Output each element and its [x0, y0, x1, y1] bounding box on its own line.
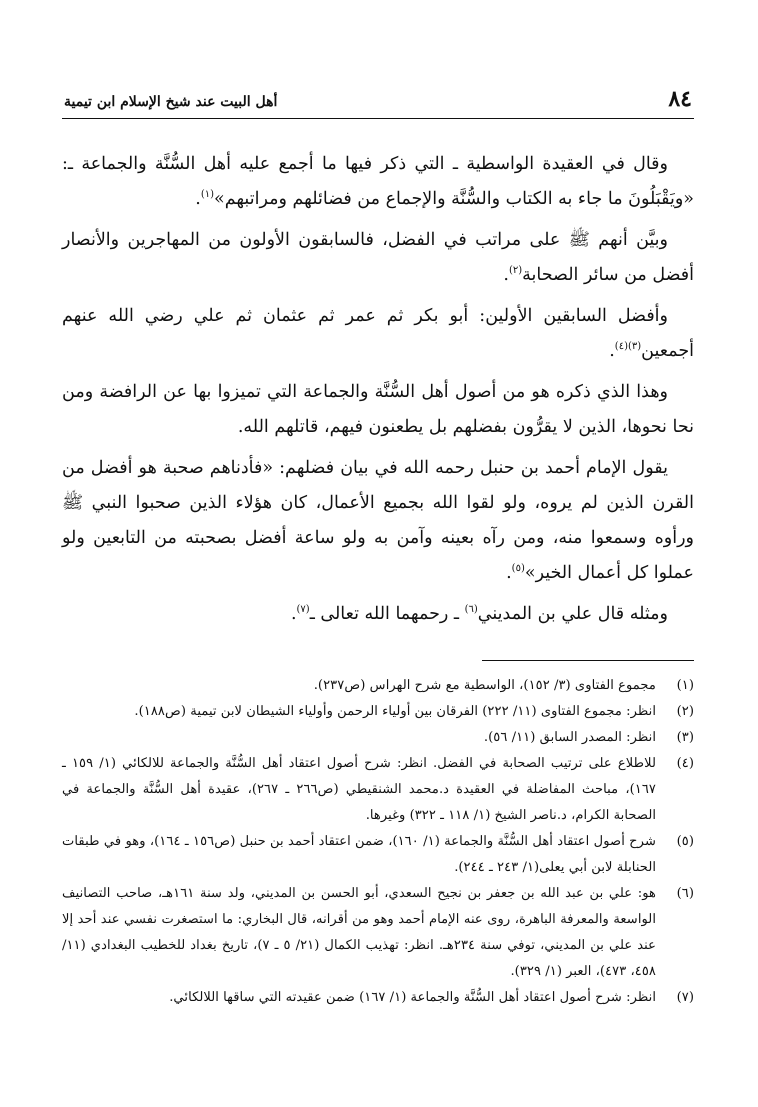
- footnotes: [62, 673, 694, 1011]
- footnote-number: (٥): [676, 834, 694, 849]
- footnote-separator: [482, 660, 694, 661]
- footnote-text: هو: علي بن عبد الله بن جعفر بن نجيح السعدي، أبو الحسن بن المديني، ولد سنة ١٦١هـ، صاحب التصانيف الواسعة والمعرفة الباهرة، روى عنه الإمام أحمد وهو من أقرانه، قال البخاري: ما استصغرت نفسي عند أحد إلا عند علي بن المديني، توفي سنة ٢٣٤هـ. انظر: تهذيب الكمال (٢١/ ٥ ـ ٧)، تاريخ بغداد للخطيب البغدادي (١١/ ٤٥٨، ٤٧٣)، العبر (١/ ٣٢٩).: [62, 886, 656, 979]
- running-title: أهل البيت عند شيخ الإسلام ابن تيمية: [64, 94, 278, 110]
- footnote-ref[interactable]: (١): [200, 189, 215, 201]
- paragraph: وهذا الذي ذكره هو من أصول أهل السُّنَّة والجماعة التي تميزوا بها عن الرافضة ومن نحا نحوها، الذين لا يقرُّون بفضلهم بل يطعنون فيهم، قاتلهم الله.: [62, 382, 694, 437]
- footnote-number: (٦): [676, 886, 694, 901]
- footnote-text: للاطلاع على ترتيب الصحابة في الفضل. انظر: شرح أصول اعتقاد أهل السُّنَّة والجماعة للالكائي (١/ ١٥٩ ـ ١٦٧)، مباحث المفاضلة في العقيدة د.محمد الشنقيطي (ص٢٦٦ ـ ٢٦٧)، عقيدة أهل السُّنَّة والجماعة في الصحابة الكرام، د.ناصر الشيخ (١/ ١١٨ ـ ٣٢٢) وغيرها.: [62, 756, 657, 823]
- footnote-ref[interactable]: (٧): [296, 604, 310, 616]
- main-text: [62, 147, 694, 632]
- footnote-text: مجموع الفتاوى (٣/ ١٥٢)، الواسطية مع شرح الهراس (ص٢٣٧).: [313, 678, 656, 693]
- footnote: [62, 673, 694, 699]
- footnote-text: شرح أصول اعتقاد أهل السُّنَّة والجماعة (١/ ١٦٠)، ضمن اعتقاد أحمد بن حنبل (ص١٥٦ ـ ١٦٤)، وهو في طبقات الحنابلة لابن أبي يعلى(١/ ٢٤٣ ـ ٢٤٤).: [62, 834, 656, 875]
- footnote-number: (٣): [676, 730, 694, 745]
- paragraph: يقول الإمام أحمد بن حنبل رحمه الله في بيان فضلهم: «فأدناهم صحبة هو أفضل من القرن الذين لم يروه، ولو لقوا الله بجميع الأعمال، كان هؤلاء الذين صحبوا النبي ﷺ ورأوه وسمعوا منه، ومن رآه بعينه وآمن به ولو ساعة أفضل بصحبته من التابعين ولو عملوا كل أعمال الخير»$^{(٥)}$.: [62, 458, 694, 583]
- footnote-number: (١): [676, 678, 694, 693]
- footnote-ref[interactable]: (٥): [511, 563, 525, 575]
- footnote-ref[interactable]: (٣)(٤): [614, 341, 642, 353]
- book-page: [62, 86, 694, 1011]
- page-header: [62, 86, 694, 119]
- footnote-text: انظر: مجموع الفتاوى (١١/ ٢٢٢) الفرقان بين أولياء الرحمن وأولياء الشيطان لابن تيمية (ص١٨٨).: [134, 704, 656, 719]
- footnote-number: (٧): [676, 990, 694, 1005]
- footnote: [62, 881, 694, 985]
- footnote-ref[interactable]: (٦): [464, 604, 478, 616]
- page-number: ٨٤: [668, 86, 692, 112]
- footnote-number: (٢): [676, 704, 694, 719]
- paragraph: وقال في العقيدة الواسطية ـ التي ذكر فيها ما أجمع عليه أهل السُّنَّة والجماعة ـ: «ويَقْبَلُونَ ما جاء به الكتاب والسُّنَّة والإجماع من فضائلهم ومراتبهم»$^{(١)}$.: [62, 154, 694, 209]
- footnote: [62, 829, 694, 881]
- footnote: [62, 699, 694, 725]
- paragraph: وبيَّن أنهم ﷺ على مراتب في الفضل، فالسابقون الأولون من المهاجرين والأنصار أفضل من سائر الصحابة$^{(٢)}$.: [62, 230, 694, 285]
- footnote: [62, 751, 694, 829]
- paragraph: ومثله قال علي بن المديني$^{(٦)}$ ـ رحمهما الله تعالى ـ$^{(٧)}$.: [290, 604, 668, 624]
- paragraph: وأفضل السابقين الأولين: أبو بكر ثم عمر ثم عثمان ثم علي رضي الله عنهم أجمعين$^{(٣)(٤)}$.: [62, 306, 694, 361]
- footnote-text: انظر: المصدر السابق (١١/ ٥٦).: [483, 730, 656, 745]
- footnote: [62, 725, 694, 751]
- footnote-text: انظر: شرح أصول اعتقاد أهل السُّنَّة والجماعة (١/ ١٦٧) ضمن عقيدته التي ساقها اللالكائي.: [169, 990, 656, 1005]
- footnote-number: (٤): [676, 756, 694, 771]
- footnote-ref[interactable]: (٢): [508, 265, 523, 277]
- footnote: [62, 985, 694, 1011]
